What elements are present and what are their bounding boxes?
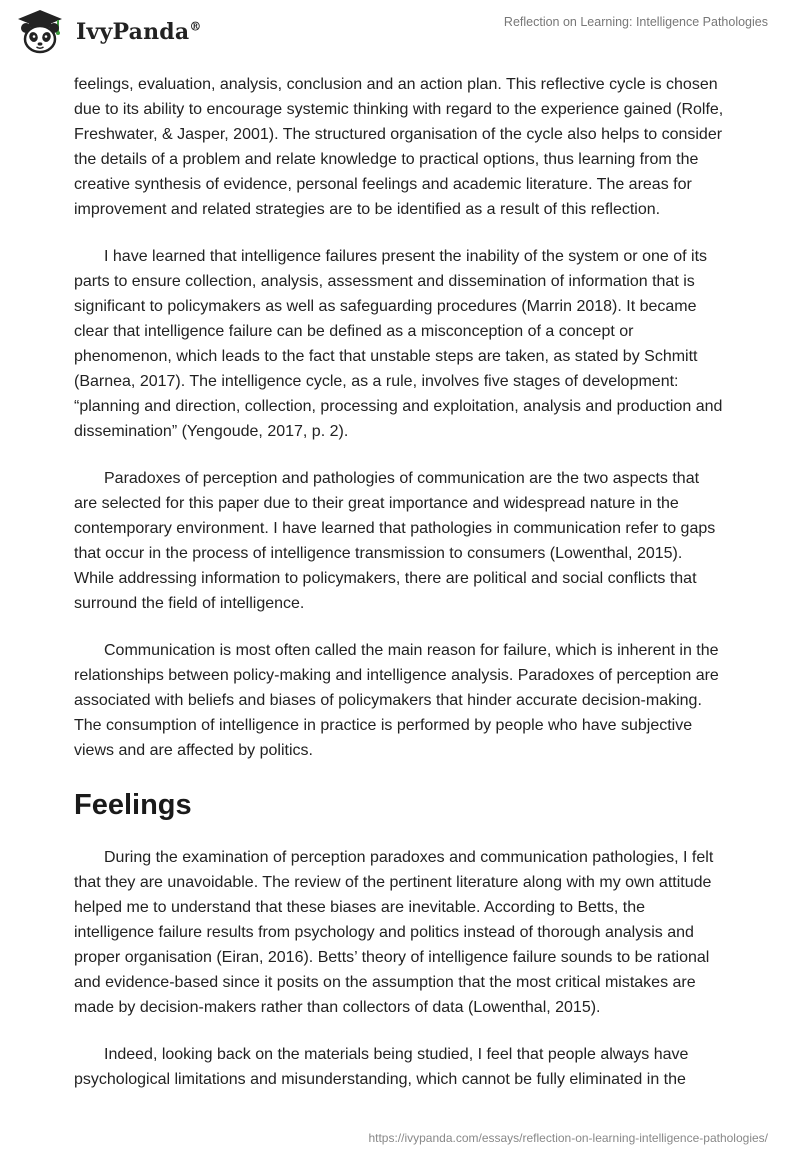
paragraph-6: Indeed, looking back on the materials being studied, I feel that people always have psychological limitations and misunderstanding, which cannot be fully eliminated in the (74, 1046, 689, 1088)
paragraph-3: Paradoxes of perception and pathologies of communication are the two aspects that are selected for this paper due to their great importance and widespread nature in the contemporary environment. I have learned that pathologies in communication refer to gaps that occur in the process of intelligence transmission to consumers (Lowenthal, 2015). While addressing information to policymakers, there are political and social conflicts that surround the field of intelligence. (74, 470, 716, 612)
paragraph-2: I have learned that intelligence failures present the inability of the system or one of its parts to ensure collection, analysis, assessment and dissemination of information that is significant to policymakers as well as safeguarding procedures (Marrin 2018). It became clear that intelligence failure can be defined as a misconception of a concept or phenomenon, which leads to the fact that unstable steps are taken, as stated by Schmitt (Barnea, 2017). The intelligence cycle, as a rule, involves five stages of development: “planning and direction, collection, processing and exploitation, analysis and production and dissemination” (Yengoude, 2017, p. 2). (74, 248, 723, 440)
source-url-link[interactable]: https://ivypanda.com/essays/reflection-on-learning-intelligence-pathologies/ (368, 1131, 768, 1145)
paragraph-1: feelings, evaluation, analysis, conclusion and an action plan. This reflective cycle is chosen due to its ability to encourage systemic thinking with regard to the experience gained (Rolfe, Freshwater, & Jasper, 2001). The structured organisation of the cycle also helps to consider the details of a problem and relate knowledge to practical options, thus learning from the creative synthesis of evidence, personal feelings and academic literature. The areas for improvement and related strategies are to be identified as a result of this reflection. (74, 76, 724, 218)
paragraph-5: During the examination of perception paradoxes and communication pathologies, I felt that they are unavoidable. The review of the pertinent literature along with my own attitude helped me to understand that these biases are inevitable. According to Betts, the intelligence failure results from psychology and politics instead of thorough analysis and proper organisation (Eiran, 2016). Betts’ theory of intelligence failure sounds to be rational and evidence-based since it posits on the assumption that the most critical mistakes are made by decision-makers rather than collectors of data (Lowenthal, 2015). (74, 849, 714, 1016)
brand-text: IvyPanda (76, 19, 190, 45)
article-body (74, 72, 726, 1114)
paragraph-4: Communication is most often called the main reason for failure, which is inherent in the relationships between policy-making and intelligence analysis. Paradoxes of perception are associated with beliefs and biases of policymakers that hinder accurate decision-making. The consumption of intelligence in practice is performed by people who have subjective views and are affected by politics. (74, 642, 719, 759)
page-header (0, 0, 800, 66)
brand-name (76, 19, 202, 45)
brand-registered-mark: ® (189, 19, 202, 34)
section-heading-feelings: Feelings (74, 789, 192, 821)
document-title: Reflection on Learning: Intelligence Pathologies (503, 15, 768, 29)
panda-graduate-icon (14, 8, 66, 56)
ivypanda-logo[interactable] (14, 8, 202, 56)
